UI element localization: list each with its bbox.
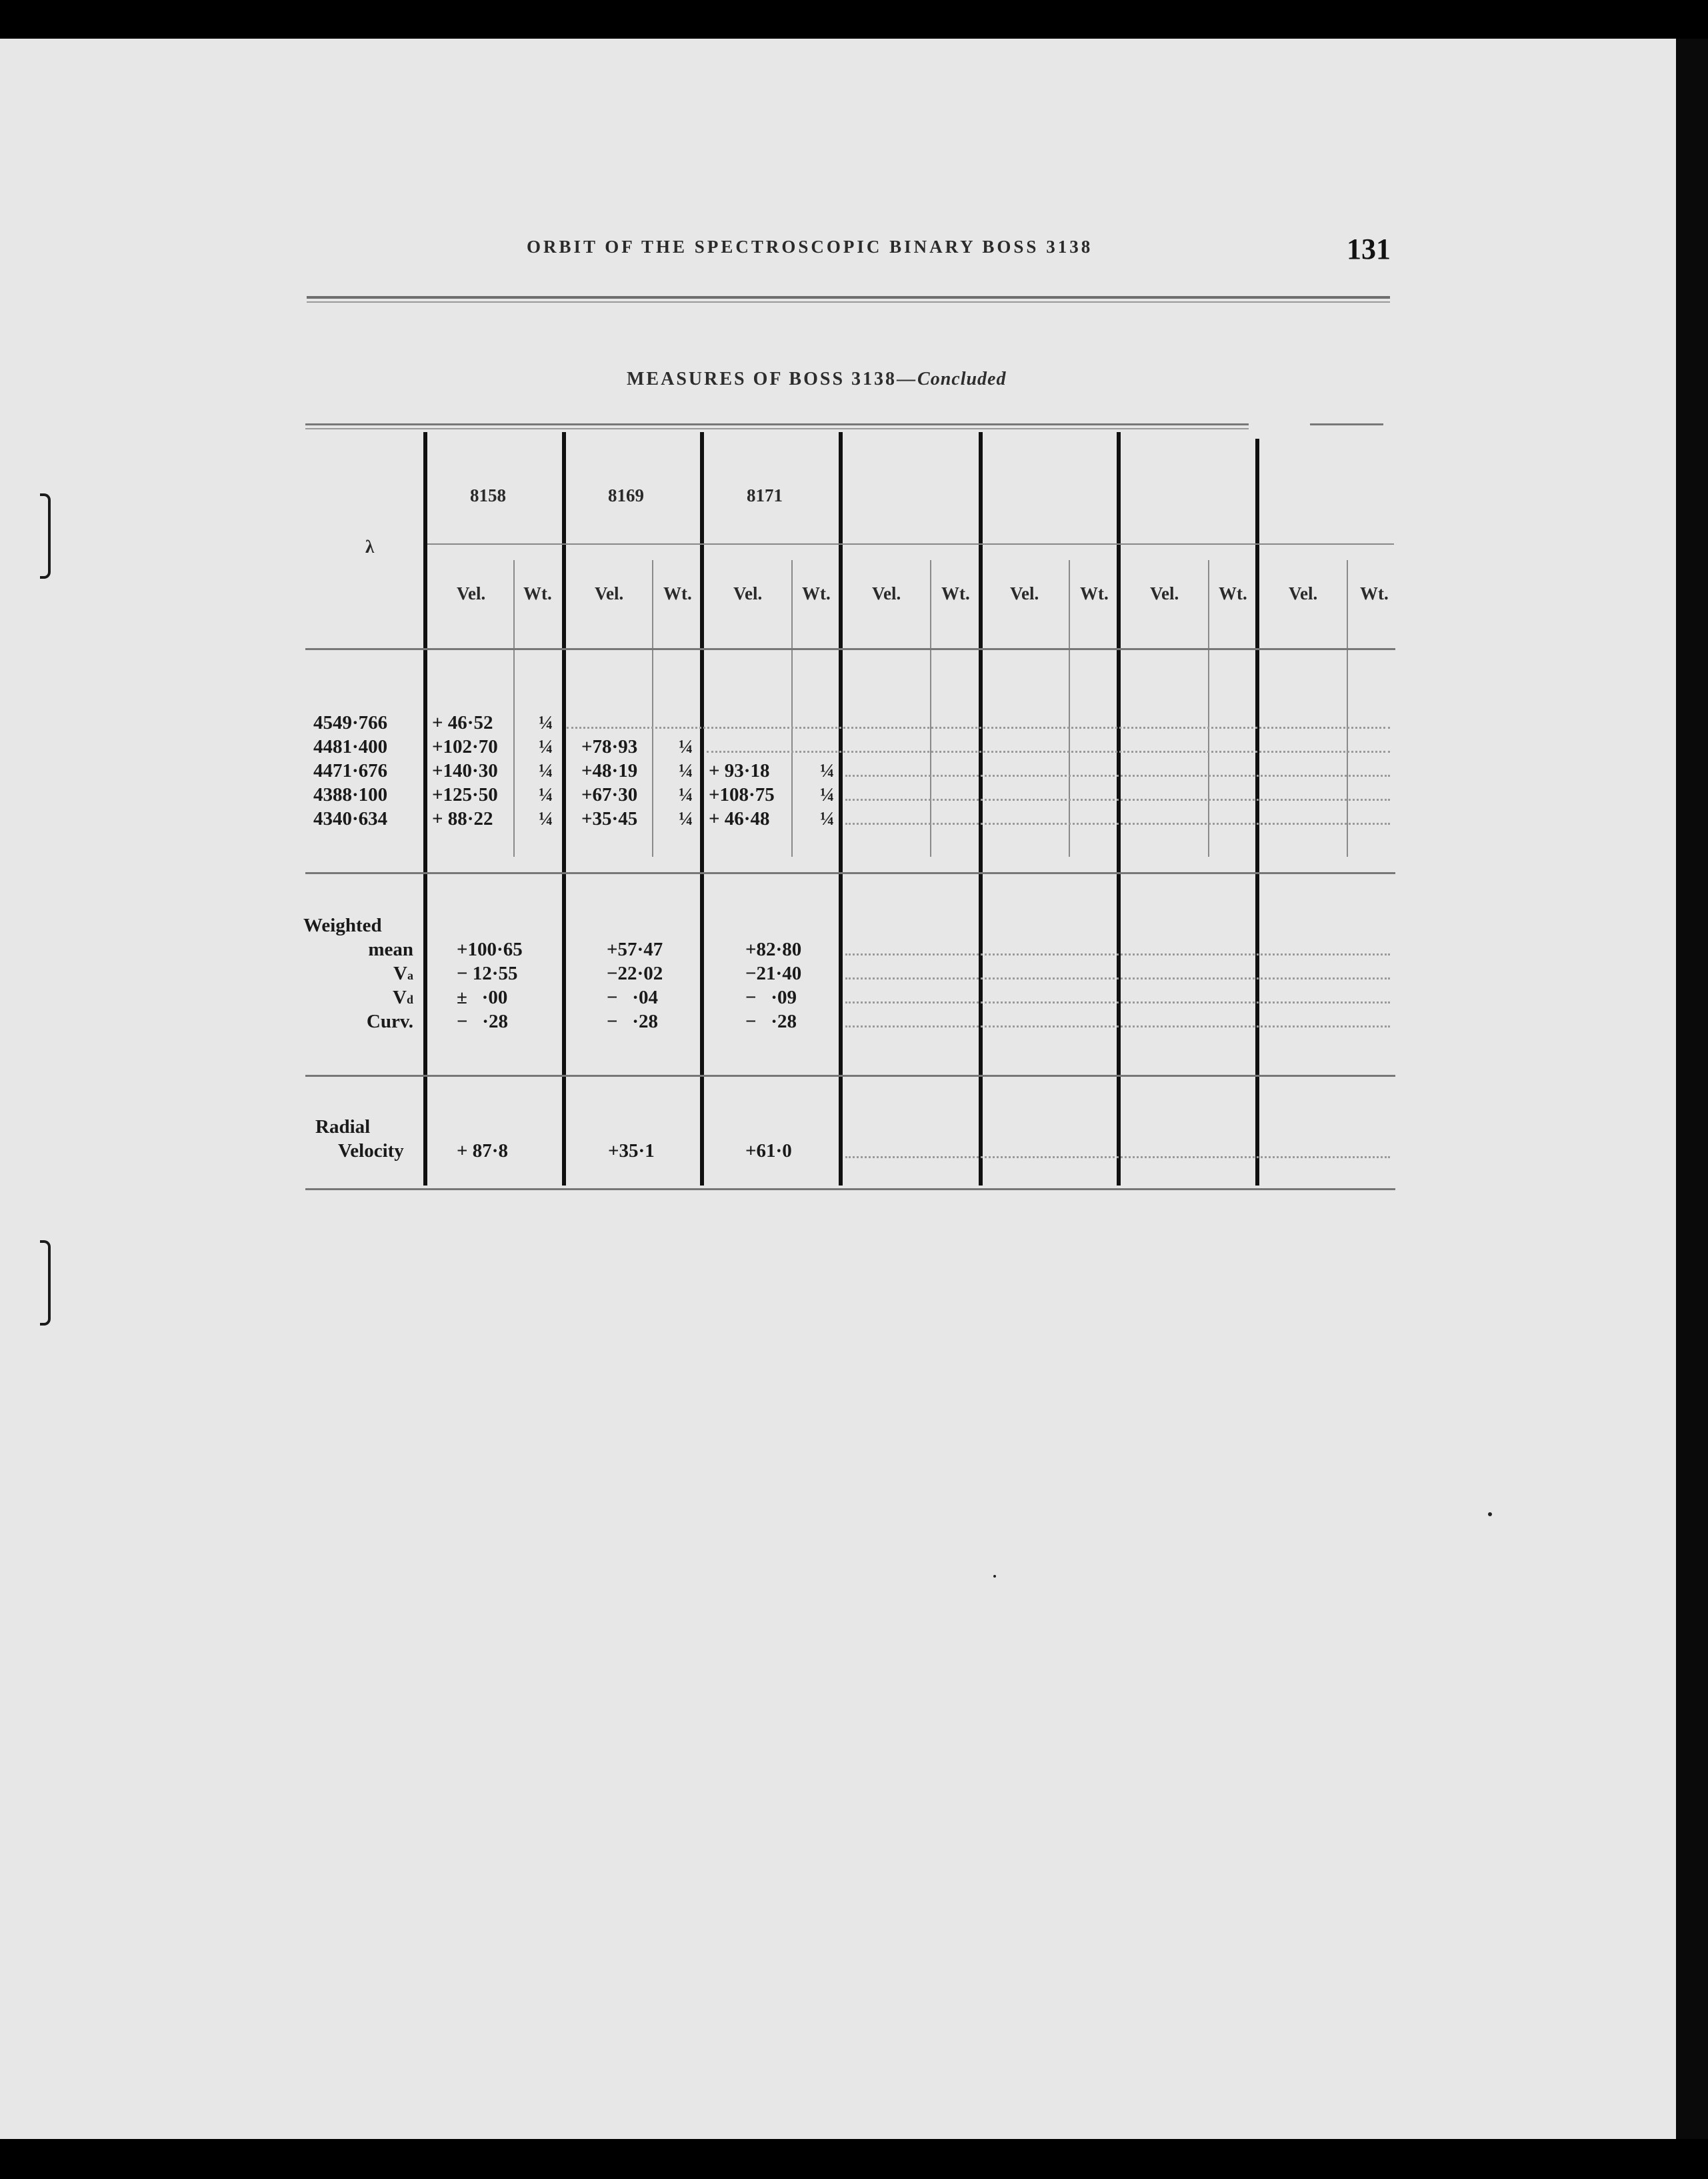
header-rule (307, 296, 1390, 299)
subcolumn-rule (1347, 560, 1348, 857)
leader-dots (707, 751, 1390, 753)
margin-bracket (40, 493, 51, 579)
plate-header-8169: 8169 (608, 485, 644, 505)
wt-cell: ¼ (820, 760, 835, 781)
vel-header: Vel. (1010, 583, 1039, 603)
mean-cell: +100·65 (457, 939, 523, 960)
table-caption-italic: Concluded (917, 369, 1007, 389)
mean-label: mean (368, 939, 413, 960)
wt-header: Wt. (941, 583, 970, 603)
running-head-title: ORBIT OF THE SPECTROSCOPIC BINARY BOSS 3138 (527, 237, 1093, 257)
column-rule (979, 432, 983, 1186)
weighted-label: Weighted (303, 915, 382, 936)
vel-header: Vel. (1150, 583, 1179, 603)
section-rule (305, 872, 1395, 874)
mean-cell: +82·80 (745, 939, 802, 960)
wt-cell: ¼ (820, 808, 835, 829)
subcolumn-rule (513, 560, 515, 857)
table-caption-text: MEASURES OF BOSS 3138— (627, 369, 918, 389)
leader-dots (845, 977, 1390, 979)
radial-cell: +61·0 (745, 1140, 792, 1162)
vel-cell: +140·30 (432, 760, 498, 781)
vd-cell: − ·09 (745, 987, 797, 1008)
va-cell: − 12·55 (457, 963, 518, 984)
header-bottom-rule (305, 648, 1395, 650)
curv-label: Curv. (366, 1011, 413, 1032)
leader-dots (845, 1025, 1390, 1027)
wt-cell: ¼ (539, 760, 553, 781)
wt-cell: ¼ (820, 784, 835, 805)
radial-cell: +35·1 (608, 1140, 655, 1162)
page-edge (1676, 39, 1708, 2139)
wt-header: Wt. (523, 583, 552, 603)
subcolumn-rule (652, 560, 653, 857)
lambda-header: λ (365, 537, 375, 557)
column-rule (562, 432, 566, 1186)
section-rule (305, 1075, 1395, 1077)
page (0, 39, 1676, 2139)
vd-cell: − ·04 (607, 987, 658, 1008)
leader-dots (845, 1001, 1390, 1003)
vd-label: Vd (393, 987, 413, 1008)
margin-bracket (40, 1240, 51, 1326)
radial-cell: + 87·8 (457, 1140, 508, 1162)
va-cell: −22·02 (607, 963, 663, 984)
subcolumn-rule (930, 560, 931, 857)
vel-header: Vel. (457, 583, 486, 603)
leader-dots (845, 823, 1390, 825)
header-rule (307, 301, 1390, 303)
wt-cell: ¼ (679, 760, 693, 781)
vel-header: Vel. (872, 583, 901, 603)
vel-cell: +125·50 (432, 784, 498, 805)
vd-cell: ± ·00 (457, 987, 508, 1008)
wt-cell: ¼ (679, 808, 693, 829)
curv-cell: − ·28 (457, 1011, 508, 1032)
vel-header: Vel. (733, 583, 763, 603)
vel-cell: +35·45 (581, 808, 638, 829)
vel-cell: + 93·18 (709, 760, 770, 781)
column-rule (839, 432, 843, 1186)
column-rule (1117, 432, 1121, 1186)
vel-cell: +48·19 (581, 760, 638, 781)
lambda-cell: 4471·676 (313, 760, 388, 781)
vel-header: Vel. (1289, 583, 1318, 603)
lambda-cell: 4481·400 (313, 736, 388, 757)
vel-header: Vel. (595, 583, 624, 603)
mean-cell: +57·47 (607, 939, 663, 960)
va-label: Va (393, 963, 413, 984)
column-rule (700, 432, 704, 1186)
subcolumn-rule (791, 560, 793, 857)
table-caption (627, 369, 1007, 390)
curv-cell: − ·28 (745, 1011, 797, 1032)
lambda-cell: 4340·634 (313, 808, 388, 829)
wt-cell: ¼ (539, 712, 553, 733)
table-top-rule (1310, 423, 1383, 425)
wt-cell: ¼ (679, 736, 693, 757)
vel-cell: +108·75 (709, 784, 775, 805)
header-sub-rule (427, 543, 1394, 545)
wt-header: Wt. (663, 583, 692, 603)
table-top-rule (305, 423, 1249, 425)
leader-dots (845, 775, 1390, 777)
velocity-label: Velocity (338, 1140, 404, 1162)
column-rule (423, 432, 427, 1186)
column-rule (1255, 439, 1259, 1186)
va-cell: −21·40 (745, 963, 802, 984)
leader-dots (567, 727, 1390, 729)
plate-header-8158: 8158 (470, 485, 506, 505)
wt-header: Wt. (802, 583, 831, 603)
subcolumn-rule (1208, 560, 1209, 857)
radial-label: Radial (315, 1116, 371, 1138)
page-number: 131 (1347, 233, 1391, 265)
wt-cell: ¼ (539, 784, 553, 805)
speck (993, 1575, 996, 1578)
wt-header: Wt. (1219, 583, 1247, 603)
speck (1488, 1512, 1492, 1516)
leader-dots (845, 799, 1390, 801)
lambda-cell: 4388·100 (313, 784, 388, 805)
vel-cell: +102·70 (432, 736, 498, 757)
wt-header: Wt. (1080, 583, 1109, 603)
wt-header: Wt. (1360, 583, 1389, 603)
wt-cell: ¼ (679, 784, 693, 805)
wt-cell: ¼ (539, 808, 553, 829)
vel-cell: + 46·52 (432, 712, 493, 733)
plate-header-8171: 8171 (747, 485, 783, 505)
wt-cell: ¼ (539, 736, 553, 757)
lambda-cell: 4549·766 (313, 712, 388, 733)
curv-cell: − ·28 (607, 1011, 658, 1032)
table-bottom-rule (305, 1188, 1395, 1190)
subcolumn-rule (1069, 560, 1070, 857)
vel-cell: + 46·48 (709, 808, 770, 829)
vel-cell: +67·30 (581, 784, 638, 805)
leader-dots (845, 1156, 1390, 1158)
leader-dots (845, 953, 1390, 955)
vel-cell: +78·93 (581, 736, 638, 757)
table-top-rule (305, 428, 1249, 429)
vel-cell: + 88·22 (432, 808, 493, 829)
